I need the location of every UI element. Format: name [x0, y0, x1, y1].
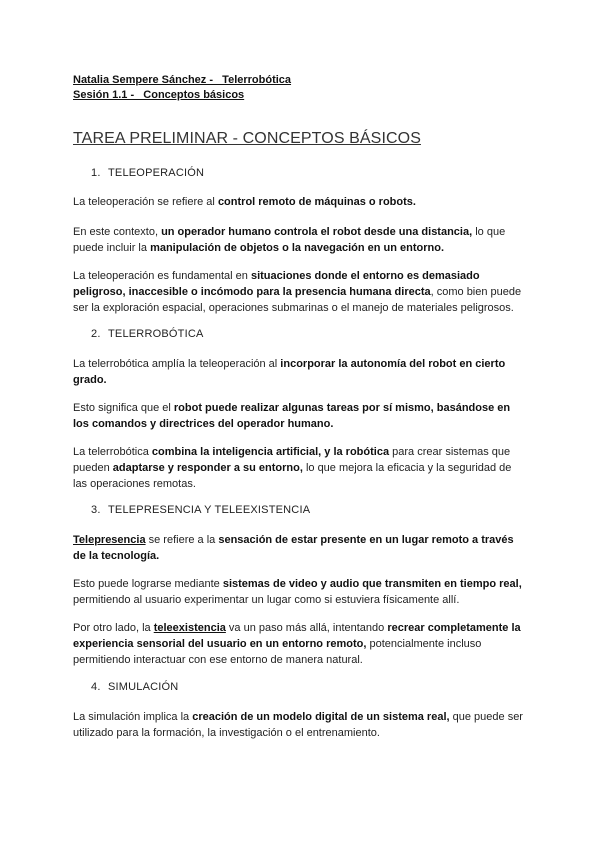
section-heading-teleoperacion — [91, 167, 204, 179]
section-title: TELEOPERACIÓN — [108, 167, 205, 179]
paragraph — [73, 194, 523, 210]
text-run: lo que mejora la eficacia y la seguridad de las operaciones remotas. — [73, 462, 512, 490]
paragraph — [73, 576, 523, 608]
bold-run: sistemas de video y audio que transmiten en tiempo real, — [222, 578, 522, 590]
paragraph — [73, 224, 523, 256]
bold-run: control remoto de máquinas o robots. — [217, 196, 416, 208]
paragraph — [73, 620, 523, 668]
section-title: SIMULACIÓN — [108, 681, 179, 693]
bold-underlined-run: teleexistencia — [153, 622, 226, 634]
section-number: 1. — [91, 167, 101, 179]
paragraph — [73, 356, 523, 388]
text-run: que puede ser utilizado para la formación, la investigación o el entrenamiento. — [73, 711, 523, 739]
section-heading-simulacion — [91, 681, 178, 693]
page-title: TAREA PRELIMINAR - CONCEPTOS BÁSICOS — [73, 130, 421, 147]
paragraph — [73, 268, 523, 316]
text-run: La telerrobótica — [73, 446, 152, 458]
section-title: TELERROBÓTICA — [108, 328, 204, 340]
text-run: permitiendo al usuario experimentar un lugar como si estuviera físicamente allí. — [73, 594, 460, 606]
bold-run: combina la inteligencia artificial, y la robótica — [151, 446, 390, 458]
paragraph — [73, 400, 523, 432]
bold-run: adaptarse y responder a su entorno, — [112, 462, 303, 474]
text-run: para crear sistemas que pueden — [73, 446, 511, 474]
section-title: TELEPRESENCIA Y TELEEXISTENCIA — [108, 504, 311, 516]
text-run: La teleoperación se refiere al — [73, 196, 218, 208]
bold-run: sensación de estar presente en un lugar remoto a través de la tecnología. — [73, 534, 514, 562]
section-number: 2. — [91, 328, 101, 340]
paragraph — [73, 709, 523, 741]
bold-underlined-run: Telepresencia — [73, 534, 146, 546]
text-run: Esto puede lograrse mediante — [73, 578, 223, 590]
section-number: 3. — [91, 504, 101, 516]
text-run: La simulación implica la — [73, 711, 193, 723]
text-run: La telerrobótica amplía la teleoperación al — [73, 358, 281, 370]
section-number: 4. — [91, 681, 101, 693]
text-run: se refiere a la — [145, 534, 219, 546]
text-run: va un paso más allá, intentando — [225, 622, 388, 634]
bold-run: creación de un modelo digital de un sistema real, — [192, 711, 450, 723]
section-heading-telerrobotica — [91, 328, 204, 340]
text-run: La teleoperación es fundamental en — [73, 270, 251, 282]
bold-run: un operador humano controla el robot desde una distancia, — [161, 226, 473, 238]
text-run: En este contexto, — [73, 226, 162, 238]
text-run: lo que puede incluir la — [73, 226, 506, 254]
text-run: Por otro lado, la — [73, 622, 154, 634]
bold-run: manipulación de objetos o la navegación en un entorno. — [150, 242, 445, 254]
text-run: Esto significa que el — [73, 402, 174, 414]
header-session: Sesión 1.1 - Conceptos básicos — [73, 89, 245, 101]
text-run: , como bien puede ser la exploración espacial, operaciones submarinas o el manejo de materiales peligrosos. — [73, 286, 522, 314]
bold-run: recrear completamente la experiencia sensorial del usuario en un entorno remoto, — [73, 622, 521, 650]
bold-run: situaciones donde el entorno es demasiado peligroso, inaccesible o incómodo para la presencia humana directa — [73, 270, 480, 298]
bold-run: incorporar la autonomía del robot en cierto grado. — [73, 358, 506, 386]
header-author-course: Natalia Sempere Sánchez - Telerrobótica — [73, 74, 292, 86]
bold-run: robot puede realizar algunas tareas por sí mismo, basándose en los comandos y directrices del operador humano. — [73, 402, 511, 430]
paragraph — [73, 532, 523, 564]
paragraph — [73, 444, 523, 492]
text-run: potencialmente incluso permitiendo interactuar con ese entorno de manera natural. — [73, 638, 482, 666]
section-heading-telepresencia — [91, 504, 310, 516]
